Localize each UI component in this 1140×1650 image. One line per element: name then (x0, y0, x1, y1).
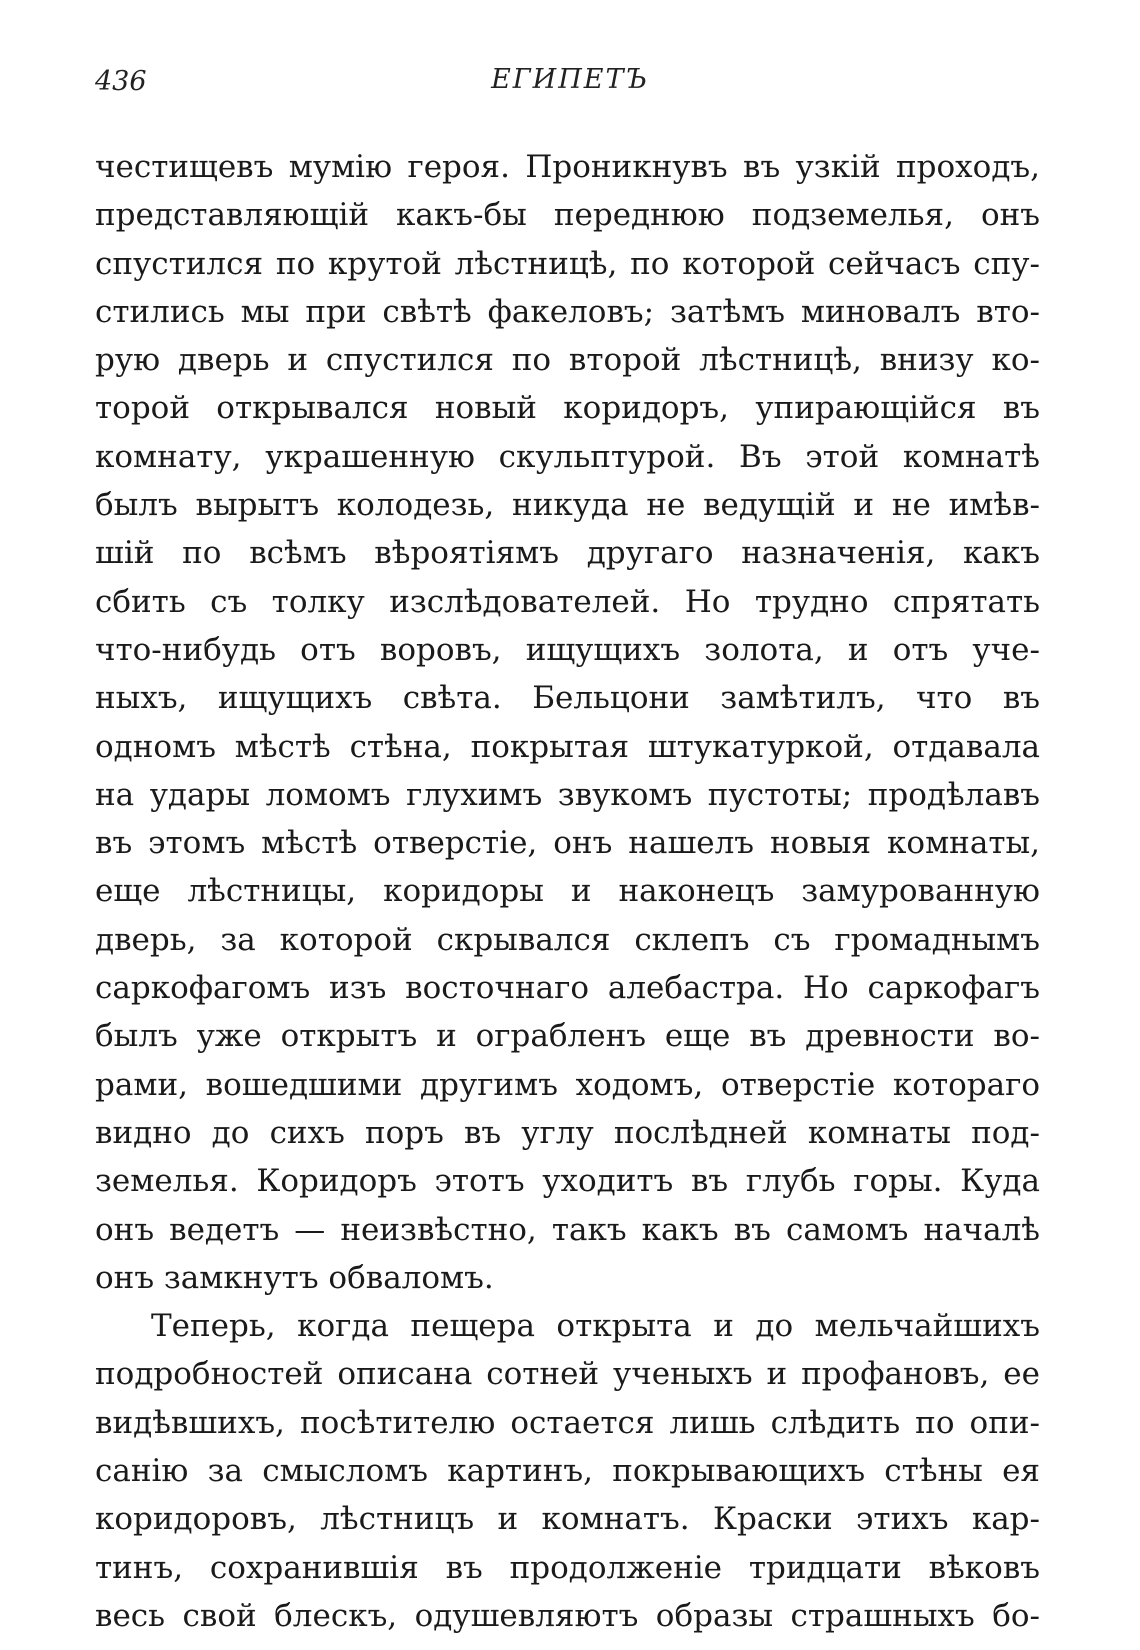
text-line: рую дверь и спустился по второй лѣстницѣ, внизу ко- (95, 342, 1040, 379)
text-line: торой открывался новый коридоръ, упирающійся въ (95, 390, 1040, 427)
text-line: видѣвшихъ, посѣтителю остается лишь слѣдить по опи- (95, 1404, 1040, 1441)
text-line: онъ замкнутъ обваломъ. (95, 1259, 494, 1296)
text-line: санію за смысломъ картинъ, покрывающихъ стѣны ея (95, 1453, 1040, 1490)
text-line: честищевъ мумію героя. Проникнувъ въ узкій проходъ, (95, 149, 1040, 185)
text-line: тинъ, сохранившія въ продолженіе тридцати вѣковъ (95, 1549, 1040, 1586)
text-line: представляющій какъ-бы переднюю подземелья, онъ (95, 197, 1040, 234)
text-line: еще лѣстницы, коридоры и наконецъ замурованную (95, 873, 1040, 910)
text-line: шій по всѣмъ вѣроятіямъ другаго назначенія, какъ (95, 535, 1040, 572)
text-line: что-нибудь отъ воровъ, ищущихъ золота, и отъ уче- (95, 631, 1040, 668)
text-line: ныхъ, ищущихъ свѣта. Бельцони замѣтилъ, что въ (95, 680, 1040, 717)
text-line: стились мы при свѣтѣ факеловъ; затѣмъ миновалъ вто- (95, 293, 1040, 330)
text-line: дверь, за которой скрывался склепъ съ громаднымъ (95, 921, 1040, 958)
text-line: комнату, украшенную скульптурой. Въ этой комнатѣ (95, 438, 1040, 475)
text-line: Теперь, когда пещера открыта и до мельчайшихъ (151, 1308, 1040, 1345)
text-line: на удары ломомъ глухимъ звукомъ пустоты; продѣлавъ (95, 776, 1040, 813)
paragraph-2 (95, 1302, 1040, 1640)
text-line: видно до сихъ поръ въ углу послѣдней комнаты под- (95, 1114, 1040, 1151)
body-text (95, 143, 1040, 1640)
text-line: земелья. Коридоръ этотъ уходитъ въ глубь горы. Куда (95, 1163, 1040, 1200)
text-line: въ этомъ мѣстѣ отверстіе, онъ нашелъ новыя комнаты, (95, 825, 1040, 862)
text-line: одномъ мѣстѣ стѣна, покрытая штукатуркой, отдавала (95, 728, 1040, 765)
text-line: сбить съ толку изслѣдователей. Но трудно спрятать (95, 583, 1040, 620)
text-line: весь свой блескъ, одушевляютъ образы страшныхъ бо- (95, 1597, 1040, 1634)
running-head: ЕГИПЕТЪ (491, 64, 649, 95)
text-line: былъ вырытъ колодезь, никуда не ведущій и не имѣв- (95, 487, 1040, 524)
text-line: рами, вошедшими другимъ ходомъ, отверстіе котораго (95, 1066, 1040, 1103)
text-line: былъ уже открытъ и ограбленъ еще въ древности во- (95, 1018, 1040, 1055)
text-line: саркофагомъ изъ восточнаго алебастра. Но саркофагъ (95, 970, 1040, 1007)
page-number: 436 (95, 66, 147, 97)
text-line: коридоровъ, лѣстницъ и комнатъ. Краски этихъ кар- (95, 1501, 1040, 1538)
text-line: подробностей описана сотней ученыхъ и профановъ, ее (95, 1356, 1040, 1393)
paragraph-1 (95, 143, 1040, 1302)
text-line: онъ ведетъ — неизвѣстно, такъ какъ въ самомъ началѣ (95, 1211, 1040, 1248)
text-line: спустился по крутой лѣстницѣ, по которой сейчасъ спу- (95, 245, 1040, 282)
